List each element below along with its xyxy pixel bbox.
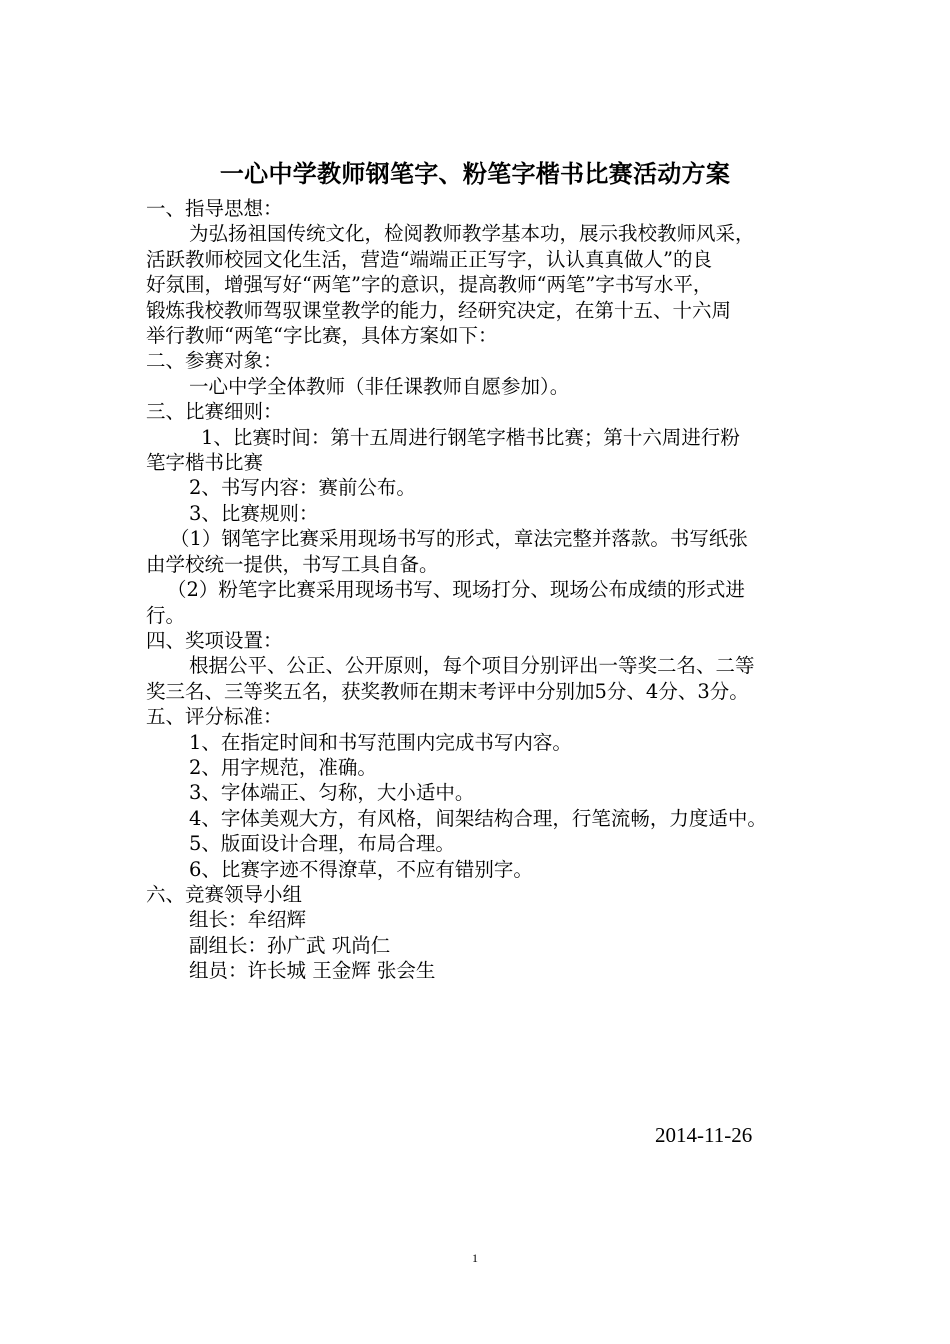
paragraph-line: 根据公平、公正、公开原则，每个项目分别评出一等奖二名、二等: [189, 654, 755, 678]
list-item: （1）钢笔字比赛采用现场书写的形式，章法完整并落款。书写纸张: [170, 527, 748, 551]
list-item: 6、比赛字迹不得潦草，不应有错别字。: [189, 857, 533, 881]
paragraph-line: 好氛围，增强写好“两笔”字的意识，提高教师“两笔”字书写水平，: [146, 273, 713, 297]
list-item-continuation: 由学校统一提供，书写工具自备。: [146, 552, 439, 576]
section-heading-scoring: 五、评分标准：: [146, 705, 283, 729]
document-body: [146, 196, 811, 984]
document-date: 2014-11-26: [655, 1123, 753, 1147]
section-heading-awards: 四、奖项设置：: [146, 628, 283, 652]
paragraph-line: 锻炼我校教师驾驭课堂教学的能力，经研究决定，在第十五、十六周: [146, 298, 732, 322]
paragraph-line: 为弘扬祖国传统文化，检阅教师教学基本功，展示我校教师风采，: [189, 222, 755, 246]
paragraph-line: 举行教师“两笔“字比赛，具体方案如下：: [146, 324, 498, 348]
list-item: 3、比赛规则：: [189, 501, 319, 525]
section-heading-guiding-idea: 一、指导思想：: [146, 197, 283, 220]
page-title: 一心中学教师钢笔字、粉笔字楷书比赛活动方案: [219, 159, 731, 188]
list-item: 5、版面设计合理，布局合理。: [189, 832, 455, 856]
paragraph-line: 活跃教师校园文化生活，营造“端端正正写字，认认真真做人”的良: [146, 247, 712, 271]
section-heading-participants: 二、参赛对象：: [146, 349, 283, 373]
list-item-continuation: 行。: [146, 603, 186, 627]
section-heading-rules: 三、比赛细则：: [146, 400, 283, 424]
members-line: 组员：许长城 王金辉 张会生: [189, 959, 436, 983]
list-item: 4、字体美观大方，有风格，间架结构合理，行笔流畅，力度适中。: [189, 806, 767, 830]
list-item-continuation: 笔字楷书比赛: [146, 451, 264, 475]
paragraph-line: 一心中学全体教师（非任课教师自愿参加）。: [189, 374, 570, 398]
paragraph-line: 奖三名、三等奖五名，获奖教师在期末考评中分别加5分、4分、3分。: [146, 679, 749, 703]
list-item: 2、用字规范，准确。: [189, 755, 377, 779]
list-item: 2、书写内容：赛前公布。: [189, 476, 416, 500]
leader-line: 组长：牟绍辉: [189, 908, 307, 932]
section-heading-leadership: 六、竞赛领导小组: [146, 882, 303, 906]
list-item: 3、字体端正、匀称，大小适中。: [189, 781, 475, 805]
list-item: 1、比赛时间：第十五周进行钢笔字楷书比赛；第十六周进行粉: [201, 425, 740, 449]
list-item: 1、在指定时间和书写范围内完成书写内容。: [189, 730, 572, 754]
page-number: 1: [472, 1251, 478, 1265]
list-item: （2）粉笔字比赛采用现场书写、现场打分、现场公布成绩的形式进: [167, 578, 745, 602]
deputy-leader-line: 副组长：孙广武 巩尚仁: [189, 933, 391, 957]
